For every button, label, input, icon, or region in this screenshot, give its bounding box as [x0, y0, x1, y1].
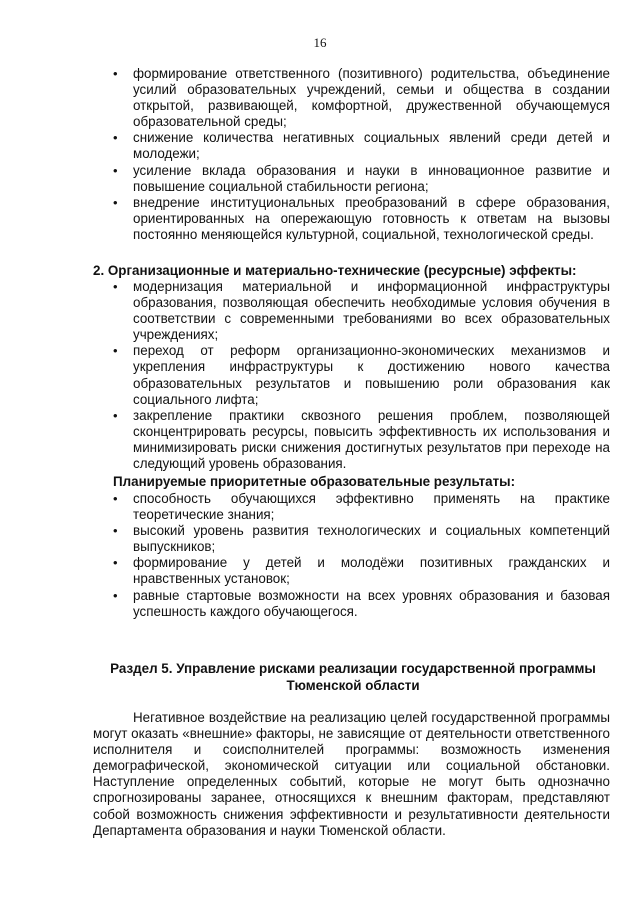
page-number: 16 — [313, 35, 327, 50]
list-item: • снижение количества негативных социальных явлений среди детей и молодежи; — [113, 130, 610, 162]
list-item: • формирование у детей и молодёжи позитивных гражданских и нравственных установок; — [113, 555, 610, 587]
list-item: • усиление вклада образования и науки в инновационное развитие и повышение социальной стабильности региона; — [113, 163, 610, 195]
list-item: • внедрение институциональных преобразований в сфере образования, ориентированных на опережающую готовность к ответам на вызовы постоянно меняющейся культурной, социальной, технологической среды. — [113, 195, 610, 243]
section-paragraph: Негативное воздействие на реализацию целей государственной программы могут оказать «внешние» факторы, не зависящие от деятельности ответственного исполнителя и соисполнителей программы: возможность изменения демографической, экономической ситуации или социальной обстановки. Наступление определенных событий, которые не могут быть однозначно спрогнозированы заранее, относящихся к внешним факторам, представляют собой возможность снижения эффективности и результативности деятельности Департамента образования и науки Тюменской области. — [93, 710, 610, 838]
planned-results-heading: Планируемые приоритетные образовательные результаты: — [113, 474, 516, 489]
list-item: • модернизация материальной и информационной инфраструктуры образования, позволяющая обеспечить необходимые условия обучения в соответствии с современными требованиями во всех образовательных учреждениях; — [113, 279, 610, 343]
list-item: • переход от реформ организационно-экономических механизмов и укрепления инфраструктуры к достижению нового качества образовательных результатов и повышению роли образования как социального лифта; — [113, 343, 610, 407]
list-item: • высокий уровень развития технологических и социальных компетенций выпускников; — [113, 523, 610, 555]
list-item: • равные стартовые возможности на всех уровнях образования и базовая успешность каждого обучающегося. — [113, 588, 610, 620]
bullet-list-planned-results — [113, 491, 610, 620]
bullet-list-organizational-effects — [113, 279, 610, 472]
bullet-list-social-effects — [113, 66, 610, 243]
list-item: • формирование ответственного (позитивного) родительства, объединение усилий образовательных учреждений, семьи и общества в создании открытой, развивающей, комфортной, дружественной обучающемуся образовательной среды; — [113, 66, 610, 130]
list-item: • способность обучающихся эффективно применять на практике теоретические знания; — [113, 491, 610, 523]
organizational-effects-heading: 2. Организационные и материально-технические (ресурсные) эффекты: — [93, 263, 577, 278]
section-title: Раздел 5. Управление рисками реализации государственной программы Тюменской области — [110, 661, 596, 693]
list-item: • закрепление практики сквозного решения проблем, позволяющей сконцентрировать ресурсы, повысить эффективность их использования и минимизировать риски снижения достигнутых результатов при переходе на следующий уровень образования. — [113, 408, 610, 472]
